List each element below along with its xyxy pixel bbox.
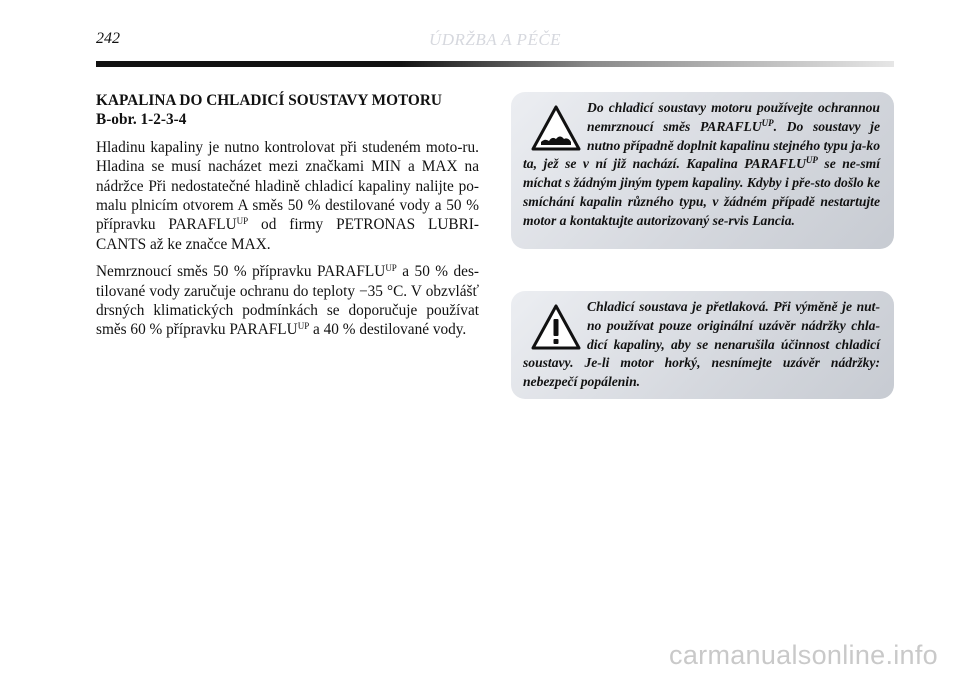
- superscript: UP: [236, 216, 249, 227]
- superscript: UP: [297, 321, 310, 332]
- paragraph-text: a 40 % destilované vody.: [309, 321, 467, 339]
- paragraph-text: Hladinu kapaliny je nutno kontrolovat při studeném moto-ru. Hladina se musí nacházet mezi značkami MIN a MAX na nádržce Při nedostatečné hladině chladicí kapaliny nalijte po-malu plnicím otvorem A směs 50 % destilované vody a 50 % přípravku PARAFLU: [96, 138, 479, 234]
- paragraph-text: Nemrznoucí směs 50 % přípravku PARAFLU: [96, 263, 386, 281]
- page-header: [96, 30, 894, 54]
- article-title-line2: B-obr. 1-2-3-4: [96, 111, 187, 129]
- paragraph-coolant-level: [96, 138, 479, 254]
- article-body: [96, 91, 479, 348]
- superscript: UP: [761, 117, 774, 128]
- danger-warning-icon: [531, 304, 581, 350]
- page-number: 242: [96, 30, 120, 47]
- paragraph-antifreeze-mix: [96, 262, 479, 340]
- superscript: UP: [385, 263, 397, 274]
- paragraph-text: a 50 % des-tilované vody zaručuje ochranu do teploty −35 °C. V obzvlášť drsných klimatických podmínkách se doporučuje používat směs 60 % přípravku PARAFLU: [96, 263, 479, 339]
- article-title-line1: KAPALINA DO CHLADICÍ SOUSTAVY MOTORU: [96, 92, 442, 109]
- environment-warning-box: [511, 92, 894, 249]
- environment-warning-icon: [531, 105, 581, 151]
- environment-warning-text: Do chladicí soustavy motoru používejte ochrannou nemrznoucí směs PARAFLU: [587, 100, 880, 134]
- danger-warning-box: [511, 291, 894, 399]
- environment-warning-text: se ne-smí míchat s žádným jiným typem kapaliny. Kdyby i pře-sto došlo ke smíchání kapalin různého typu, v žádném případě nestartujte motor a kontaktujte autorizovaný se-rvis Lancia.: [523, 156, 880, 228]
- watermark: carmanualsonline.info: [669, 640, 938, 670]
- paragraph-text: od firmy PETRONAS LUBRI-CANTS až ke značce MAX.: [96, 216, 479, 253]
- header-rule: [96, 61, 894, 67]
- environment-warning-text: . Do soustavy je nutno případně doplnit kapalinu stejného typu ja-ko ta, jež se v ní již nachází. Kapalina PARAFLU: [523, 118, 880, 172]
- article-title: [96, 91, 479, 130]
- section-title: ÚDRŽBA A PÉČE: [428, 30, 562, 49]
- danger-warning-text: Chladicí soustava je přetlaková. Při výměně je nut-no používat pouze originální uzávěr nádržky chla-dicí kapaliny, aby se nenarušila účinnost chladicí soustavy. Je-li motor horký, nesnímejte uzávěr nádržky: nebezpečí popálenin.: [523, 299, 880, 390]
- superscript: UP: [805, 155, 818, 166]
